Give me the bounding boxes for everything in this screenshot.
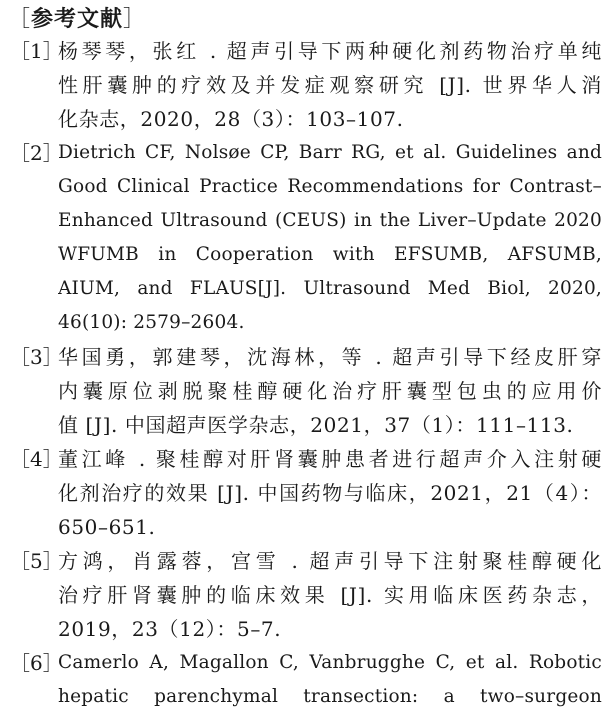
reference-text: [58, 442, 602, 544]
reference-text: [58, 340, 602, 442]
reference-item-3: [0, 340, 602, 442]
reference-line: AIUM, and FLAUS[J]. Ultrasound Med Biol, 2020,: [58, 278, 602, 299]
reference-line: 650–651.: [58, 515, 156, 539]
reference-text: [58, 646, 602, 714]
reference-line: hepatic parenchymal transection: a two–surgeon: [58, 686, 602, 707]
reference-line: 董江峰 . 聚桂醇对肝肾囊肿患者进行超声介入注射硬: [58, 447, 602, 471]
references-heading: [8, 4, 146, 35]
reference-line: 内囊原位剥脱聚桂醇硬化治疗肝囊型包虫的应用价: [58, 379, 602, 403]
reference-line: 46(10): 2579–2604.: [58, 312, 245, 333]
reference-line: Enhanced Ultrasound (CEUS) in the Liver–Update 2020: [58, 210, 602, 231]
reference-line: 2019，23（12）：5–7.: [58, 617, 282, 641]
reference-line: Good Clinical Practice Recommendations for Contrast–: [58, 176, 602, 197]
reference-item-5: [0, 544, 602, 646]
reference-number: ［4］: [10, 447, 63, 471]
reference-line: Camerlo A, Magallon C, Vanbrugghe C, et al. Robotic: [58, 652, 602, 673]
reference-line: 化杂志，2020，28（3）：103–107.: [58, 107, 404, 131]
reference-item-4: [0, 442, 602, 544]
reference-item-6: [0, 646, 602, 714]
reference-text: [58, 34, 602, 136]
heading-title: 参考文献: [31, 6, 124, 32]
reference-line: WFUMB in Cooperation with EFSUMB, AFSUMB,: [58, 244, 602, 265]
reference-item-2: [0, 136, 602, 340]
heading-open-bracket: ［: [8, 7, 32, 32]
reference-line: 治疗肝肾囊肿的临床效果 [J]. 实用临床医药杂志，: [58, 583, 602, 607]
reference-line: 化剂治疗的效果 [J]. 中国药物与临床，2021，21（4）：: [58, 481, 602, 505]
reference-item-1: [0, 34, 602, 136]
reference-line: 杨琴琴，张红 . 超声引导下两种硬化剂药物治疗单纯: [58, 39, 602, 63]
reference-line: 方鸿，肖露蓉，宫雪 . 超声引导下注射聚桂醇硬化: [58, 549, 602, 573]
reference-number: ［5］: [10, 549, 63, 573]
reference-text: [58, 136, 602, 340]
reference-line: 华国勇，郭建琴，沈海林，等 . 超声引导下经皮肝穿: [58, 345, 602, 369]
reference-text: [58, 544, 602, 646]
reference-number: ［2］: [10, 141, 63, 165]
reference-list: [0, 34, 602, 714]
heading-close-bracket: ］: [123, 7, 147, 32]
reference-line: Dietrich CF, Nolsøe CP, Barr RG, et al. Guidelines and: [58, 142, 602, 163]
reference-line: 性肝囊肿的疗效及并发症观察研究 [J]. 世界华人消: [58, 73, 602, 97]
reference-number: ［6］: [10, 651, 63, 675]
reference-number: ［3］: [10, 345, 63, 369]
reference-line: 值 [J]. 中国超声医学杂志，2021，37（1）：111–113.: [58, 413, 574, 437]
reference-number: ［1］: [10, 39, 63, 63]
